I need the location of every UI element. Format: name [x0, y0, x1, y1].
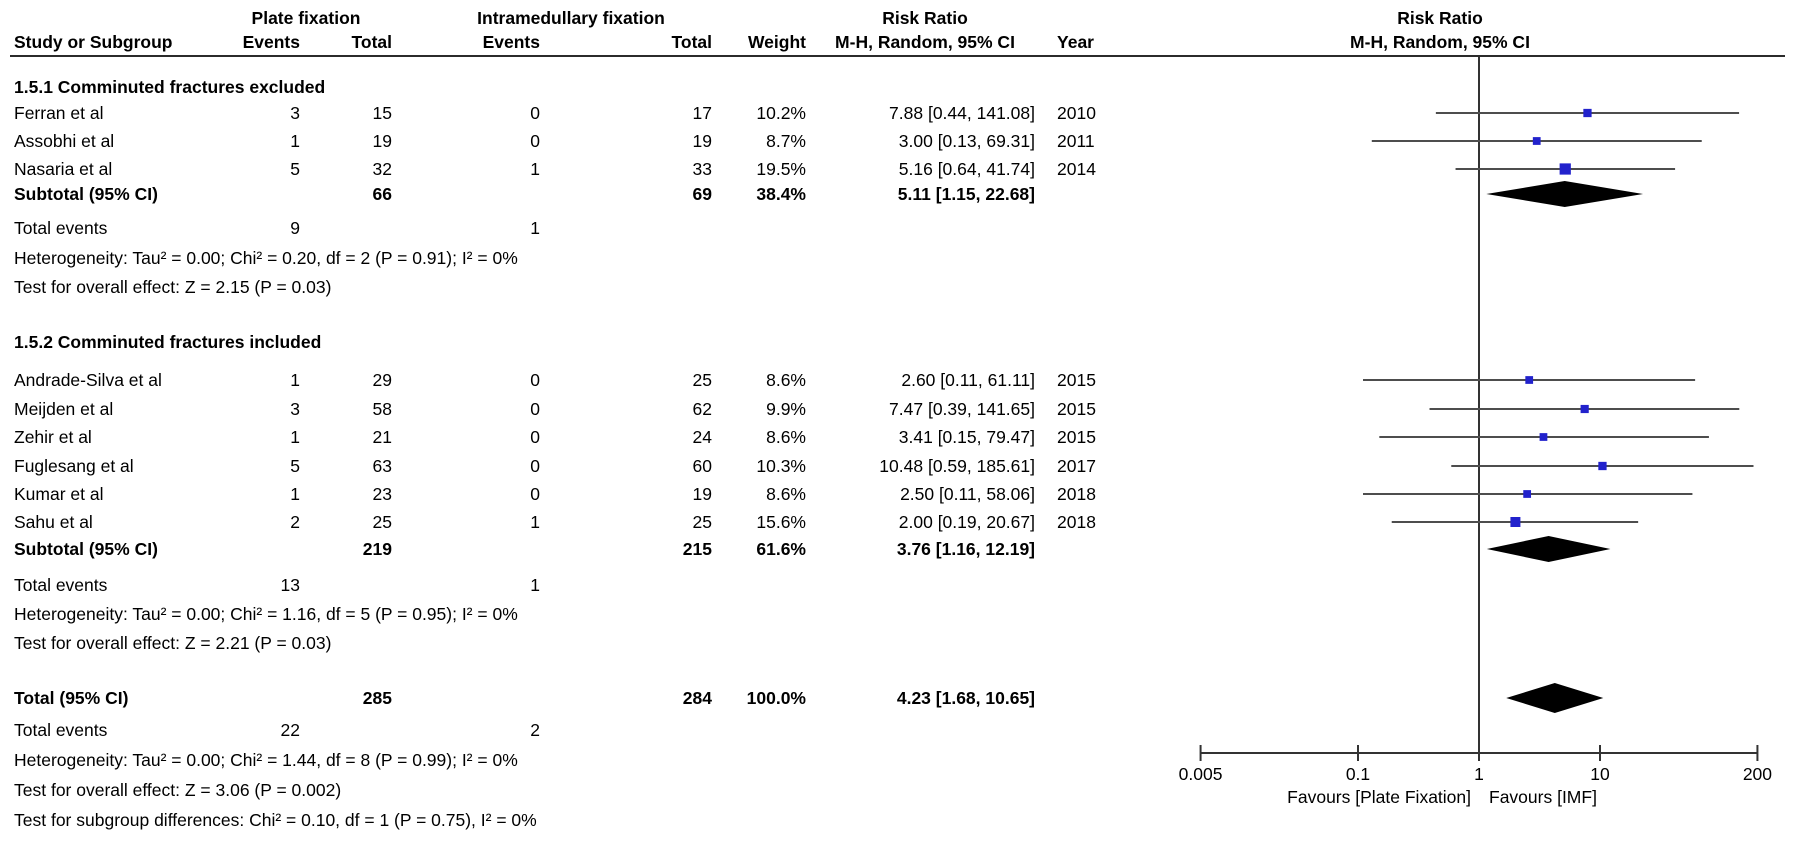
study-label: Zehir et al [14, 427, 92, 447]
plot-title-line1: Risk Ratio [1397, 8, 1483, 28]
total2-value: 62 [692, 399, 712, 419]
total1-value: 23 [372, 484, 392, 504]
effect-marker [1510, 517, 1520, 527]
subtotal-rr-ci: 5.11 [1.15, 22.68] [897, 184, 1035, 204]
events1-value: 3 [290, 103, 300, 123]
events1-value: 1 [290, 427, 300, 447]
subgroup-difference-text: Test for subgroup differences: Chi² = 0.10, df = 1 (P = 0.75), I² = 0% [14, 810, 537, 830]
rr-header-line1: Risk Ratio [882, 8, 968, 28]
year-value: 2010 [1057, 103, 1096, 123]
effect-marker [1560, 163, 1571, 174]
events2-value: 1 [530, 159, 540, 179]
study-label: Andrade-Silva et al [14, 370, 162, 390]
heterogeneity-text: Heterogeneity: Tau² = 0.00; Chi² = 1.44, df = 8 (P = 0.99); I² = 0% [14, 750, 518, 770]
effect-marker [1598, 462, 1606, 470]
study-label: Nasaria et al [14, 159, 113, 179]
total2-value: 19 [692, 484, 712, 504]
total1-value: 19 [372, 131, 392, 151]
total-events1: 13 [280, 575, 300, 595]
year-value: 2018 [1057, 512, 1096, 532]
col-events2-header: Events [482, 32, 540, 52]
total-events2: 2 [530, 720, 540, 740]
axis-tick-label: 10 [1590, 764, 1610, 784]
year-value: 2015 [1057, 399, 1096, 419]
events2-value: 0 [530, 456, 540, 476]
weight-value: 10.2% [756, 103, 806, 123]
weight-value: 8.6% [766, 370, 806, 390]
total-events-label: Total events [14, 218, 108, 238]
total-events1: 9 [290, 218, 300, 238]
heterogeneity-text: Heterogeneity: Tau² = 0.00; Chi² = 1.16, df = 5 (P = 0.95); I² = 0% [14, 604, 518, 624]
effect-marker [1540, 433, 1548, 441]
events1-value: 1 [290, 131, 300, 151]
total-total2: 284 [682, 688, 712, 708]
subtotal-rr-ci: 3.76 [1.16, 12.19] [896, 539, 1035, 559]
events2-value: 1 [530, 512, 540, 532]
year-value: 2015 [1057, 427, 1096, 447]
subtotal-weight: 38.4% [756, 184, 806, 204]
subtotal-total2: 69 [692, 184, 712, 204]
study-label: Fuglesang et al [14, 456, 134, 476]
total2-value: 19 [692, 131, 712, 151]
events2-value: 0 [530, 103, 540, 123]
total-events1: 22 [280, 720, 300, 740]
total1-value: 63 [372, 456, 392, 476]
plot-title-line2: M-H, Random, 95% CI [1350, 32, 1530, 52]
total1-value: 58 [372, 399, 392, 419]
col-year-header: Year [1057, 32, 1094, 52]
weight-value: 9.9% [766, 399, 806, 419]
subtotal-total2: 215 [682, 539, 712, 559]
events1-value: 1 [290, 484, 300, 504]
events2-value: 0 [530, 370, 540, 390]
rr-ci-value: 7.47 [0.39, 141.65] [889, 399, 1035, 419]
col-total1-header: Total [351, 32, 392, 52]
events1-value: 3 [290, 399, 300, 419]
total-rr-ci: 4.23 [1.68, 10.65] [896, 688, 1035, 708]
axis-tick-label: 200 [1742, 764, 1773, 784]
total2-value: 33 [692, 159, 712, 179]
overall-effect-text: Test for overall effect: Z = 2.15 (P = 0.03) [14, 277, 332, 297]
favours-right-label: Favours [IMF] [1489, 787, 1597, 807]
total-events-label: Total events [14, 720, 108, 740]
year-value: 2017 [1057, 456, 1096, 476]
events2-value: 0 [530, 427, 540, 447]
subtotal-label: Subtotal (95% CI) [14, 539, 158, 559]
total-total1: 285 [362, 688, 392, 708]
total1-value: 21 [372, 427, 392, 447]
total-events-label: Total events [14, 575, 108, 595]
events2-value: 0 [530, 131, 540, 151]
rr-ci-value: 2.50 [0.11, 58.06] [900, 484, 1035, 504]
subtotal-label: Subtotal (95% CI) [14, 184, 158, 204]
study-label: Kumar et al [14, 484, 104, 504]
total-events2: 1 [530, 575, 540, 595]
total2-value: 60 [692, 456, 712, 476]
rr-ci-value: 5.16 [0.64, 41.74] [898, 159, 1035, 179]
events1-value: 1 [290, 370, 300, 390]
year-value: 2018 [1057, 484, 1096, 504]
subgroup-heading-label: 1.5.1 Comminuted fractures excluded [14, 77, 326, 97]
weight-value: 8.6% [766, 484, 806, 504]
overall-effect-text: Test for overall effect: Z = 2.21 (P = 0.03) [14, 633, 332, 653]
subtotal-total1: 66 [372, 184, 392, 204]
group2-title: Intramedullary fixation [477, 8, 665, 28]
effect-marker [1523, 490, 1531, 498]
rr-ci-value: 3.41 [0.15, 79.47] [898, 427, 1035, 447]
study-label: Sahu et al [14, 512, 93, 532]
axis-tick-label: 0.1 [1345, 764, 1371, 784]
total-events2: 1 [530, 218, 540, 238]
effect-marker [1525, 376, 1533, 384]
subgroup-heading-label: 1.5.2 Comminuted fractures included [14, 332, 322, 352]
events1-value: 5 [290, 159, 300, 179]
rr-ci-value: 10.48 [0.59, 185.61] [879, 456, 1035, 476]
weight-value: 19.5% [756, 159, 806, 179]
rr-ci-value: 3.00 [0.13, 69.31] [898, 131, 1035, 151]
year-value: 2011 [1057, 131, 1095, 151]
events1-value: 5 [290, 456, 300, 476]
total-diamond [1506, 683, 1603, 713]
total1-value: 29 [372, 370, 392, 390]
effect-marker [1581, 405, 1589, 413]
subtotal-total1: 219 [362, 539, 392, 559]
effect-marker [1583, 109, 1591, 117]
total1-value: 15 [372, 103, 392, 123]
rr-ci-value: 2.00 [0.19, 20.67] [898, 512, 1035, 532]
events2-value: 0 [530, 484, 540, 504]
weight-value: 8.7% [766, 131, 806, 151]
col-weight-header: Weight [747, 32, 806, 52]
total-weight: 100.0% [746, 688, 806, 708]
rr-ci-value: 2.60 [0.11, 61.11] [901, 370, 1035, 390]
favours-left-label: Favours [Plate Fixation] [1287, 787, 1471, 807]
rr-ci-value: 7.88 [0.44, 141.08] [889, 103, 1035, 123]
col-events1-header: Events [242, 32, 300, 52]
rr-header-line2: M-H, Random, 95% CI [835, 32, 1015, 52]
events2-value: 0 [530, 399, 540, 419]
year-value: 2014 [1057, 159, 1096, 179]
weight-value: 15.6% [756, 512, 806, 532]
total-label: Total (95% CI) [14, 688, 129, 708]
heterogeneity-text: Heterogeneity: Tau² = 0.00; Chi² = 0.20, df = 2 (P = 0.91); I² = 0% [14, 248, 518, 268]
axis-tick-label: 1 [1474, 764, 1484, 784]
total2-value: 17 [692, 103, 712, 123]
col-total2-header: Total [671, 32, 712, 52]
weight-value: 8.6% [766, 427, 806, 447]
axis-tick-label: 0.005 [1178, 764, 1223, 784]
group1-title: Plate fixation [251, 8, 361, 28]
total1-value: 32 [372, 159, 392, 179]
subtotal-weight: 61.6% [756, 539, 806, 559]
overall-effect-text: Test for overall effect: Z = 3.06 (P = 0.002) [14, 780, 342, 800]
weight-value: 10.3% [756, 456, 806, 476]
total1-value: 25 [372, 512, 392, 532]
year-value: 2015 [1057, 370, 1096, 390]
effect-marker [1533, 137, 1541, 145]
study-label: Ferran et al [14, 103, 104, 123]
total2-value: 25 [692, 512, 712, 532]
subtotal-diamond [1486, 181, 1643, 207]
study-label: Assobhi et al [14, 131, 115, 151]
study-label: Meijden et al [14, 399, 114, 419]
total2-value: 25 [692, 370, 712, 390]
subtotal-diamond [1487, 536, 1611, 562]
total2-value: 24 [692, 427, 712, 447]
col-study-header: Study or Subgroup [14, 32, 173, 52]
events1-value: 2 [290, 512, 300, 532]
